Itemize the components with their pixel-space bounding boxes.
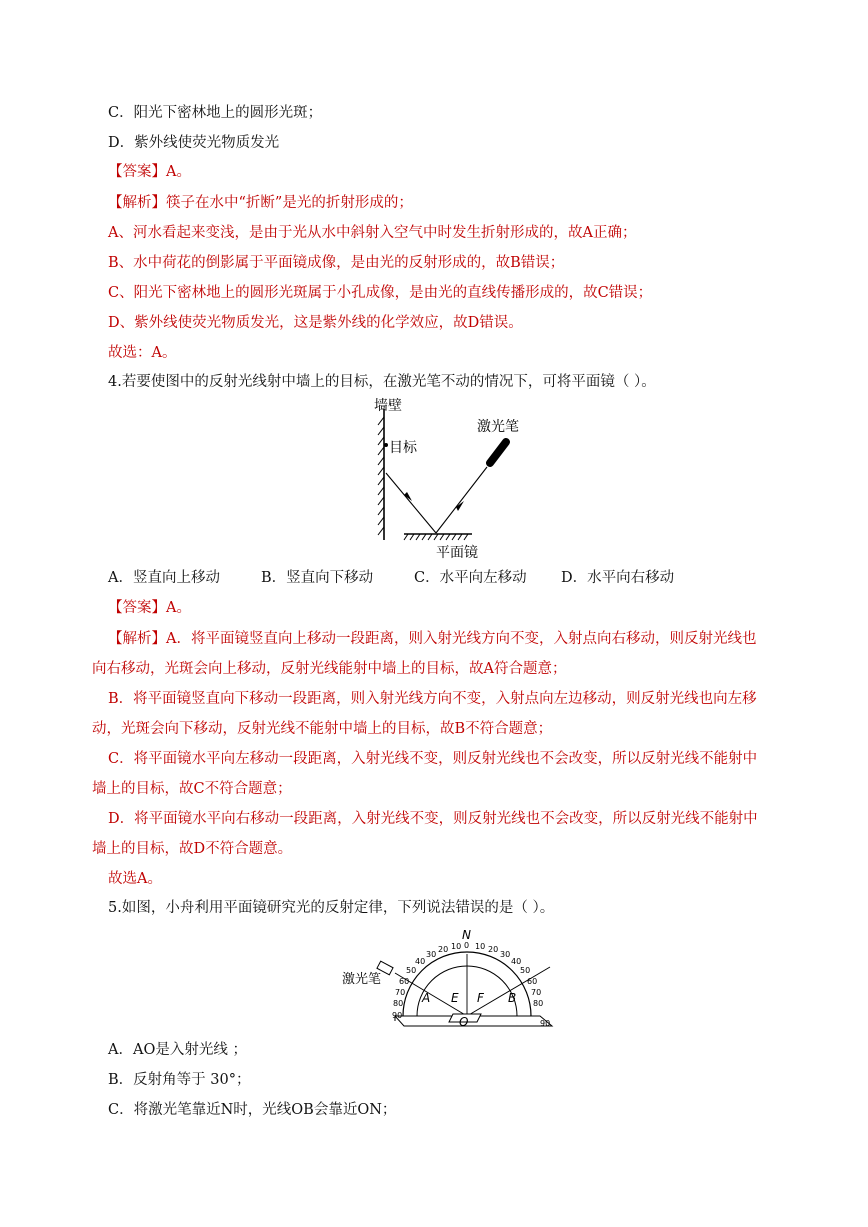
target-dot [384,443,388,447]
mirror-label: 平面镜 [436,545,478,561]
wall-label: 墙壁 [374,398,402,414]
incident-ray [436,467,487,533]
laser-pen [490,442,506,463]
svg-text:60: 60 [527,977,538,986]
q4-option-a: A．竖直向上移动 [108,570,220,586]
laser-label: 激光笔 [477,419,519,435]
svg-text:0: 0 [464,941,470,950]
svg-text:70: 70 [531,988,542,997]
svg-text:30: 30 [426,950,437,959]
svg-text:40: 40 [511,957,522,966]
q4-stem: 4.若要使图中的反射光线射中墙上的目标，在激光笔不动的情况下，可将平面镜（ ）。 [108,374,656,390]
label-a: A [422,991,431,1005]
q4-analysis-a1-text: A．将平面镜竖直向上移动一段距离，则入射光线方向不变，入射点向右移动，则反射光线也 [166,631,757,647]
label-f: F [477,991,484,1005]
svg-text:50: 50 [406,966,417,975]
q4-option-d: D．水平向右移动 [561,570,675,586]
analysis-d: D、紫外线使荧光物质发光，这是紫外线的化学效应，故D错误。 [108,315,523,331]
analysis-c: C、阳光下密林地上的圆形光斑属于小孔成像，是由光的直线传播形成的，故C错误； [108,285,653,301]
choice: 故选：A。 [108,345,177,361]
q4-answer: 【答案】A。 [108,600,191,616]
wall-hatch [378,417,384,535]
label-o: O [459,1015,469,1028]
q5-figure [340,926,560,1028]
svg-text:90: 90 [392,1011,403,1020]
q4-choice: 故选A。 [108,871,162,887]
mirror-hatch [404,534,468,540]
q4-analysis-d2: 墙上的目标，故D不符合题意。 [92,841,293,857]
q5-option-a: A．AO是入射光线 ； [108,1042,247,1058]
q5-option-c: C．将激光笔靠近N时，光线OB会靠近ON； [108,1102,397,1118]
svg-text:50: 50 [520,966,531,975]
svg-text:10: 10 [451,942,462,951]
label-e: E [451,991,459,1005]
target-label: 目标 [389,440,417,456]
q4-analysis-a2: 向右移动，光斑会向上移动，反射光线能射中墙上的目标，故A符合题意； [92,661,567,677]
svg-text:40: 40 [415,957,426,966]
q5-option-b: B．反射角等于 30°； [108,1072,251,1088]
analysis-b: B、水中荷花的倒影属于平面镜成像，是由光的反射形成的，故B错误； [108,255,565,271]
svg-text:70: 70 [395,988,406,997]
svg-text:30: 30 [500,950,511,959]
q5-stem: 5.如图，小舟利用平面镜研究光的反射定律，下列说法错误的是（ ）。 [108,900,555,916]
q4-analysis-b1: B．将平面镜竖直向下移动一段距离，则入射光线方向不变，入射点向左边移动，则反射光线也向左移 [108,691,757,707]
laser-label-5: 激光笔 [342,972,382,987]
svg-text:60: 60 [399,977,410,986]
option-d: D．紫外线使荧光物质发光 [108,135,280,151]
q4-analysis-a1 [108,629,756,649]
svg-text:80: 80 [393,999,404,1008]
analysis-intro [108,193,413,213]
q4-analysis-c2: 墙上的目标，故C不符合题意； [92,781,292,797]
analysis-tag: 【解析】 [108,195,166,211]
q4-analysis-c1: C．将平面镜水平向左移动一段距离，入射光线不变，则反射光线也不会改变，所以反射光线不能射中 [108,751,758,767]
svg-text:80: 80 [533,999,544,1008]
reflected-ray [386,473,436,533]
option-c: C．阳光下密林地上的圆形光斑； [108,105,323,121]
label-b: B [508,991,517,1005]
label-n: N [462,928,471,942]
answer: 【答案】A。 [108,164,191,180]
q4-analysis-b2: 动，光斑会向下移动，反射光线不能射中墙上的目标，故B不符合题意； [92,721,553,737]
q4-option-c: C．水平向左移动 [414,570,527,586]
q4-analysis-d1: D．将平面镜水平向右移动一段距离，入射光线不变，则反射光线也不会改变，所以反射光线不能射中 [108,811,758,827]
svg-text:10: 10 [475,942,486,951]
svg-text:20: 20 [438,945,449,954]
svg-text:20: 20 [488,945,499,954]
svg-text:90: 90 [540,1019,551,1028]
q4-option-b: B．竖直向下移动 [261,570,374,586]
analysis-text: 筷子在水中“折断”是光的折射形成的； [166,195,413,211]
q4-analysis-tag: 【解析】 [108,631,166,647]
q4-figure [360,397,530,562]
analysis-a: A、河水看起来变浅，是由于光从水中斜射入空气中时发生折射形成的，故A正确； [108,225,637,241]
